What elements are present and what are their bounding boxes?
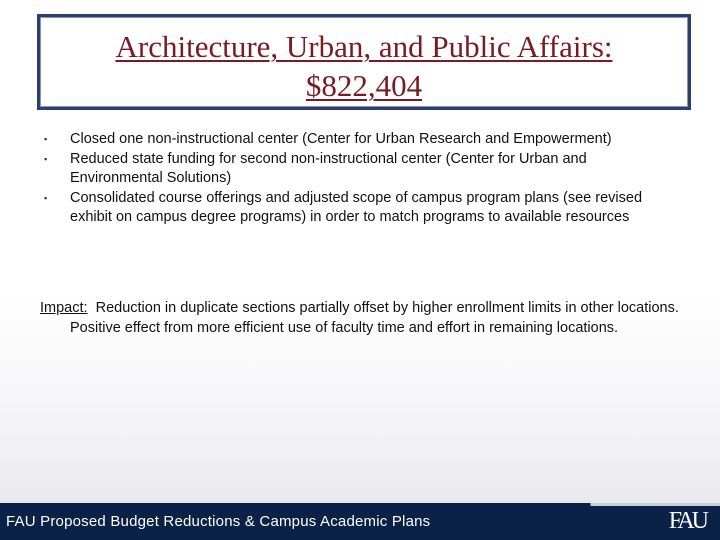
bullet-icon: ▪ [44,153,48,164]
bullet-list [40,130,670,228]
bullet-item [40,150,670,189]
bullet-icon: ▪ [44,192,48,203]
footer-text: FAU Proposed Budget Reductions & Campus Academic Plans [6,513,431,530]
impact-text: Reduction in duplicate sections partially offset by higher enrollment limits in other locations. Positive effect from more efficient use of faculty time and effort in remaining locations. [70,300,679,336]
title-line-1: Architecture, Urban, and Public Affairs: [115,29,613,64]
title-box [37,14,691,110]
bullet-item [40,130,670,150]
bullet-text: Reduced state funding for second non-instructional center (Center for Urban and Environmental Solutions) [70,150,587,186]
footer-bar [0,506,720,540]
bullet-item [40,189,670,228]
impact-label: Impact: [40,300,88,316]
fau-logo: FAU [668,508,706,534]
bullet-text: Closed one non-instructional center (Center for Urban Research and Empowerment) [70,131,612,147]
bullet-icon: ▪ [44,134,48,144]
impact-paragraph [40,299,710,338]
slide-title [40,27,688,105]
title-amount: $822,404 [305,68,423,103]
bullet-text: Consolidated course offerings and adjusted scope of campus program plans (see revised exhibit on campus degree programs) in order to match programs to available resources [70,189,643,225]
